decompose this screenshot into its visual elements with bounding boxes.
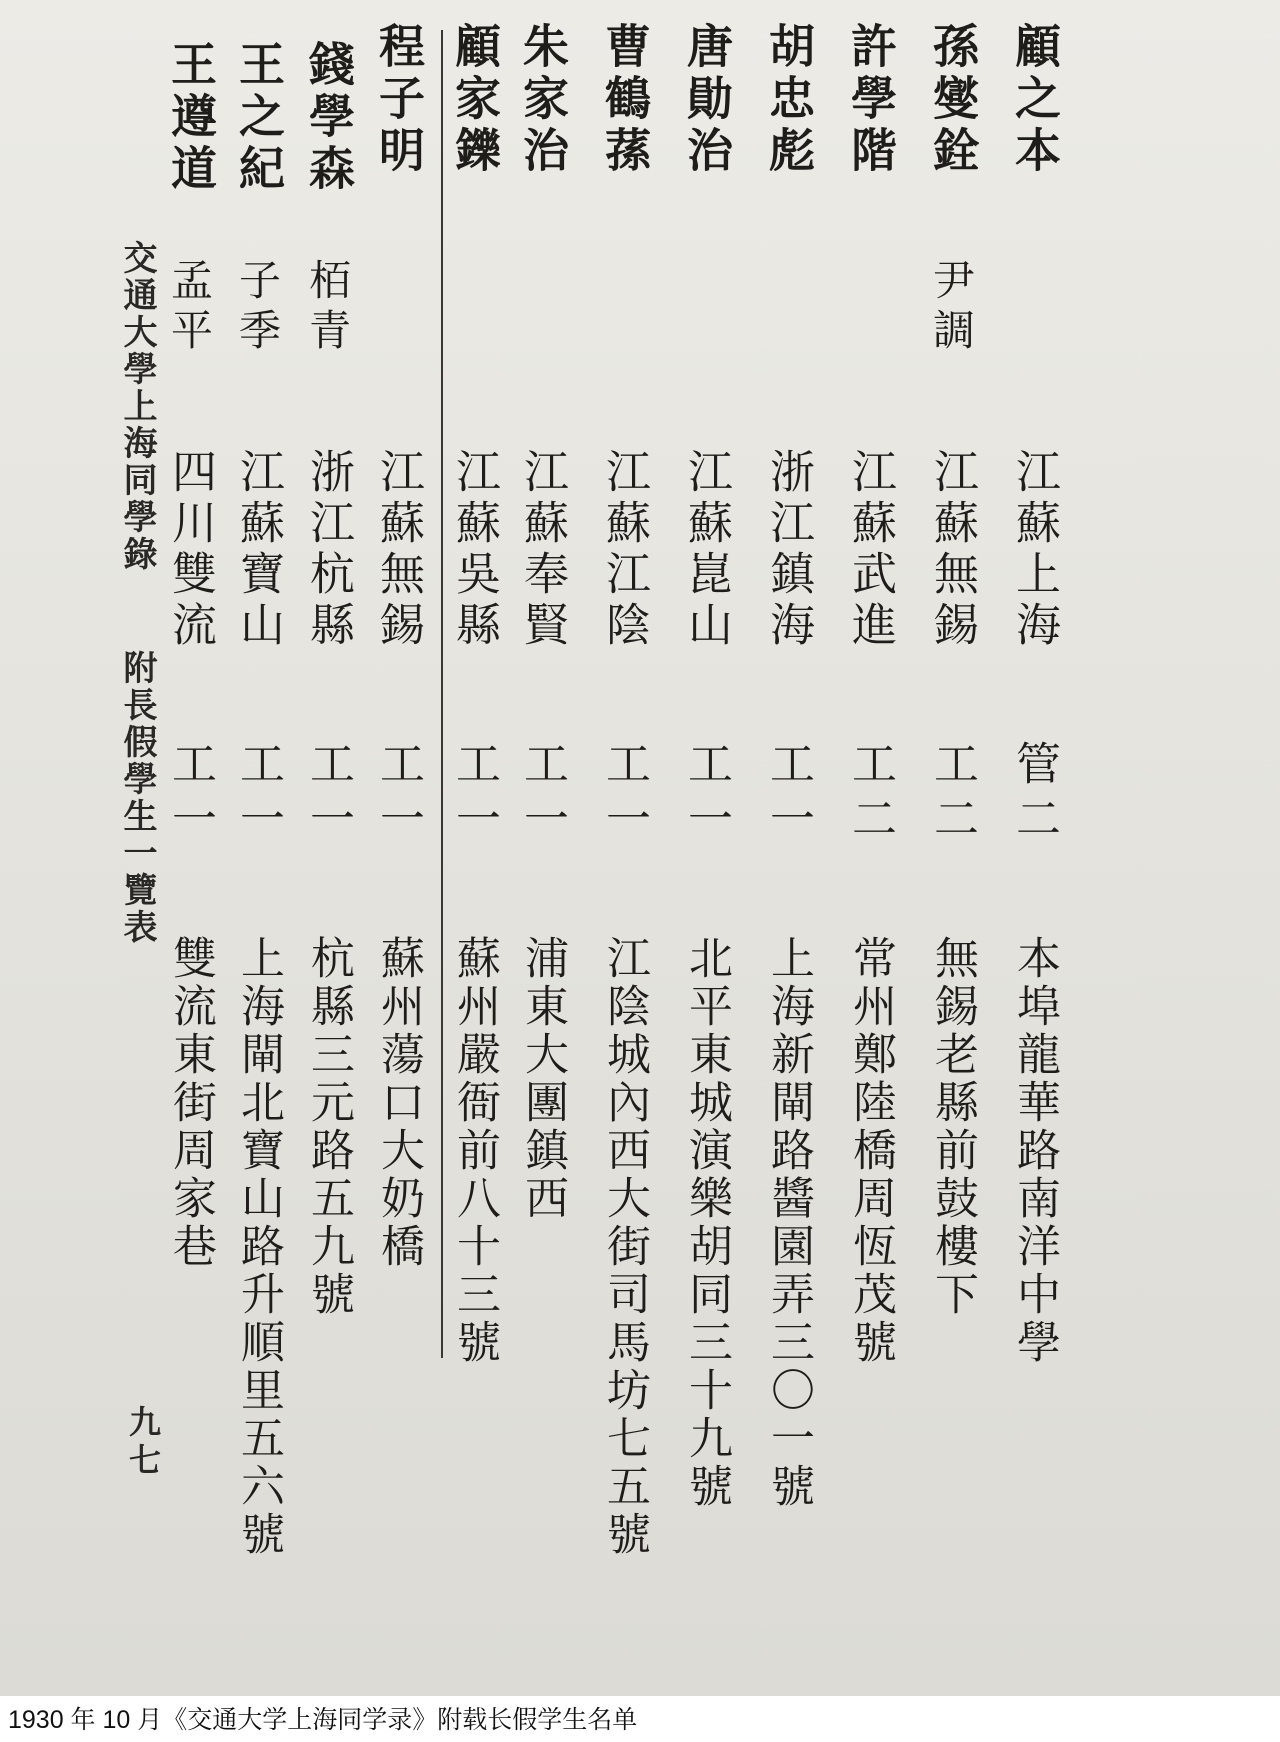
address: 雙流東街周家巷 [165, 935, 216, 1271]
address: 北平東城演樂胡同三十九號 [681, 935, 732, 1511]
page-number: 九七 [124, 1405, 162, 1481]
native-place: 江蘇吳縣 [448, 448, 501, 652]
student-name: 王之紀 [232, 40, 286, 196]
course-year: 工一 [598, 740, 651, 850]
course-year: 工一 [516, 740, 569, 850]
address: 上海閘北寶山路升順里五六號 [233, 935, 284, 1559]
native-place: 江蘇無錫 [926, 448, 979, 652]
student-name: 顧家鑠 [448, 22, 502, 178]
student-name: 胡忠彪 [762, 22, 816, 178]
address: 蘇州蕩口大奶橋 [373, 935, 424, 1271]
course-year: 工一 [232, 740, 285, 850]
course-year: 工一 [164, 740, 217, 850]
course-year: 管二 [1008, 740, 1061, 850]
address: 江陰城內西大街司馬坊七五號 [599, 935, 650, 1559]
course-year: 工一 [302, 740, 355, 850]
address: 杭縣三元路五九號 [303, 935, 354, 1319]
student-name: 曹鶴蓀 [598, 22, 652, 178]
student-name: 錢學森 [302, 40, 356, 196]
native-place: 江蘇寶山 [232, 448, 285, 652]
native-place: 江蘇無錫 [372, 448, 425, 652]
student-name: 許學階 [844, 22, 898, 178]
courtesy-name: 孟平 [165, 258, 214, 358]
course-year: 工二 [844, 740, 897, 850]
address: 蘇州嚴衙前八十三號 [449, 935, 500, 1367]
native-place: 浙江杭縣 [302, 448, 355, 652]
student-name: 孫燮銓 [926, 22, 980, 178]
photo-caption: 1930 年 10 月《交通大学上海同学录》附载长假学生名单 [8, 1706, 638, 1734]
courtesy-name: 子季 [233, 258, 282, 358]
native-place: 江蘇上海 [1008, 448, 1061, 652]
native-place: 江蘇奉賢 [516, 448, 569, 652]
column-divider-rule [441, 30, 443, 1358]
student-name: 朱家治 [516, 22, 570, 178]
native-place: 江蘇武進 [844, 448, 897, 652]
course-year: 工一 [762, 740, 815, 850]
courtesy-name: 尹調 [927, 258, 976, 358]
course-year: 工一 [372, 740, 425, 850]
address: 浦東大團鎮西 [517, 935, 568, 1223]
book-title: 交通大學上海同學錄 [117, 240, 157, 573]
student-name: 程子明 [372, 22, 426, 178]
address: 常州鄭陸橋周恆茂號 [845, 935, 896, 1367]
course-year: 工一 [680, 740, 733, 850]
address: 無錫老縣前鼓樓下 [927, 935, 978, 1319]
course-year: 工一 [448, 740, 501, 850]
native-place: 四川雙流 [164, 448, 217, 652]
native-place: 江蘇江陰 [598, 448, 651, 652]
student-name: 顧之本 [1008, 22, 1062, 178]
address: 上海新閘路醬園弄三〇一號 [763, 935, 814, 1511]
course-year: 工二 [926, 740, 979, 850]
address: 本埠龍華路南洋中學 [1009, 935, 1060, 1367]
student-name: 王遵道 [164, 40, 218, 196]
courtesy-name: 栢青 [303, 258, 352, 358]
student-name: 唐勛治 [680, 22, 734, 178]
native-place: 江蘇崑山 [680, 448, 733, 652]
native-place: 浙江鎮海 [762, 448, 815, 652]
section-title: 附長假學生一覽表 [117, 650, 157, 946]
